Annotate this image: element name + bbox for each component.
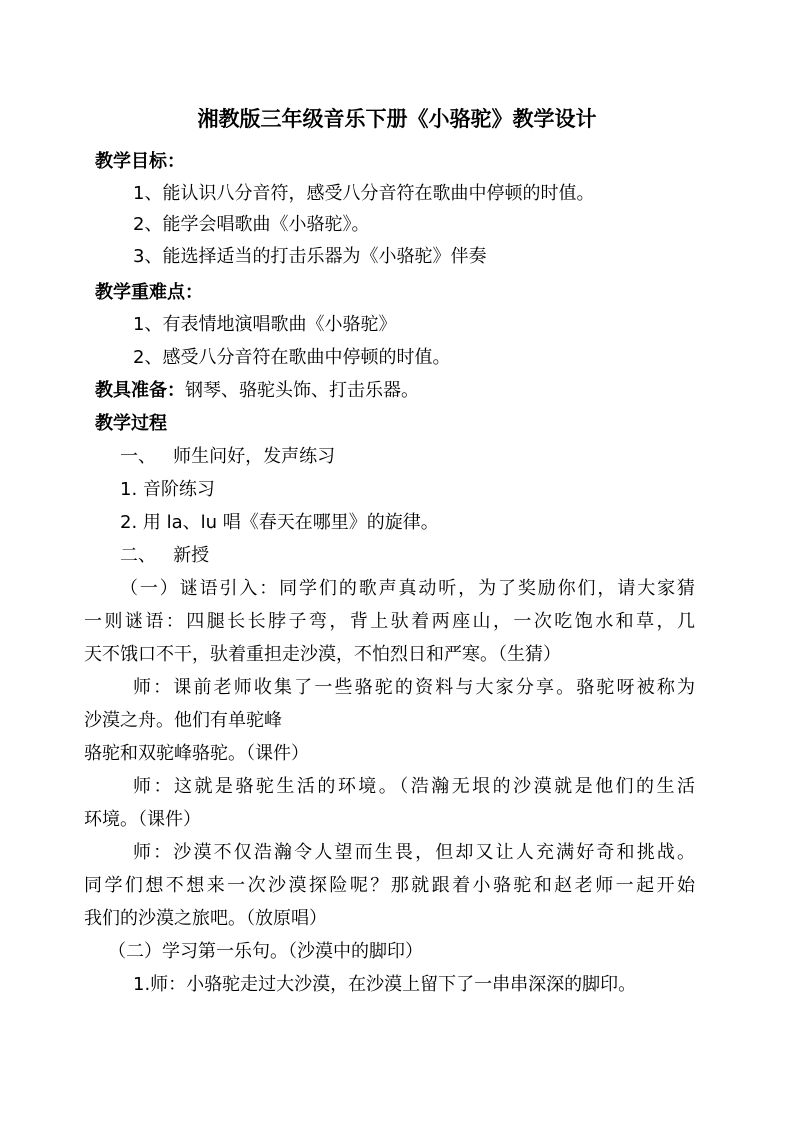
subsection-2-step-1: 1.师：小骆驼走过大沙漠，在沙漠上留下了一串串深深的脚印。	[133, 974, 637, 995]
process-section-2: 二、 新授	[120, 545, 210, 566]
riddle-line-2: 一则谜语：四腿长长脖子弯，背上驮着两座山，一次吃饱水和草，几	[84, 611, 695, 632]
materials-line	[95, 377, 419, 405]
key-point-item-2: 2、感受八分音符在歌曲中停顿的时值。	[133, 347, 451, 368]
key-points-heading: 教学重难点：	[95, 282, 203, 303]
riddle-line-3: 天不饿口不干，驮着重担走沙漠，不怕烈日和严寒。（生猜）	[84, 644, 561, 665]
riddle-line-1: （一）谜语引入：同学们的歌声真动听，为了奖励你们，请大家猜	[120, 578, 695, 599]
process-section-1: 一、 师生问好，发声练习	[120, 446, 336, 467]
teacher-para-3-line-2: 同学们想不想来一次沙漠探险呢？那就跟着小骆驼和赵老师一起开始	[84, 875, 695, 896]
objectives-heading: 教学目标：	[95, 151, 185, 172]
process-heading: 教学过程	[95, 413, 167, 434]
subsection-2-heading: （二）学习第一乐句。（沙漠中的脚印）	[108, 941, 423, 962]
teacher-para-3-line-1: 师：沙漠不仅浩瀚令人望而生畏，但却又让人充满好奇和挑战。	[133, 842, 695, 863]
teacher-para-3-line-3: 我们的沙漠之旅吧。（放原唱）	[84, 908, 327, 929]
materials-text: 钢琴、骆驼头饰、打击乐器。	[185, 380, 419, 401]
document-title: 湘教版三年级音乐下册《小骆驼》教学设计	[197, 107, 597, 131]
materials-label: 教具准备：	[95, 380, 185, 401]
teacher-para-2-line-2: 环境。（课件）	[84, 809, 201, 830]
key-point-item-1: 1、有表情地演唱歌曲《小骆驼》	[133, 314, 397, 335]
process-step-2: 2. 用 la、lu 唱《春天在哪里》的旋律。	[120, 512, 439, 533]
objective-item-2: 2、能学会唱歌曲《小骆驼》。	[133, 214, 370, 235]
objective-item-1: 1、能认识八分音符，感受八分音符在歌曲中停顿的时值。	[133, 183, 595, 204]
teacher-para-1-line-1: 师：课前老师收集了一些骆驼的资料与大家分享。骆驼呀被称为	[133, 677, 695, 698]
objective-item-3: 3、能选择适当的打击乐器为《小骆驼》伴奏	[133, 246, 487, 267]
process-step-1: 1. 音阶练习	[120, 479, 215, 500]
teacher-para-2-line-1: 师：这就是骆驼生活的环境。（浩瀚无垠的沙漠就是他们的生活	[133, 776, 695, 797]
teacher-para-1-line-3: 骆驼和双驼峰骆驼。（课件）	[84, 743, 309, 764]
teacher-para-1-line-2: 沙漠之舟。他们有单驼峰	[84, 710, 282, 731]
